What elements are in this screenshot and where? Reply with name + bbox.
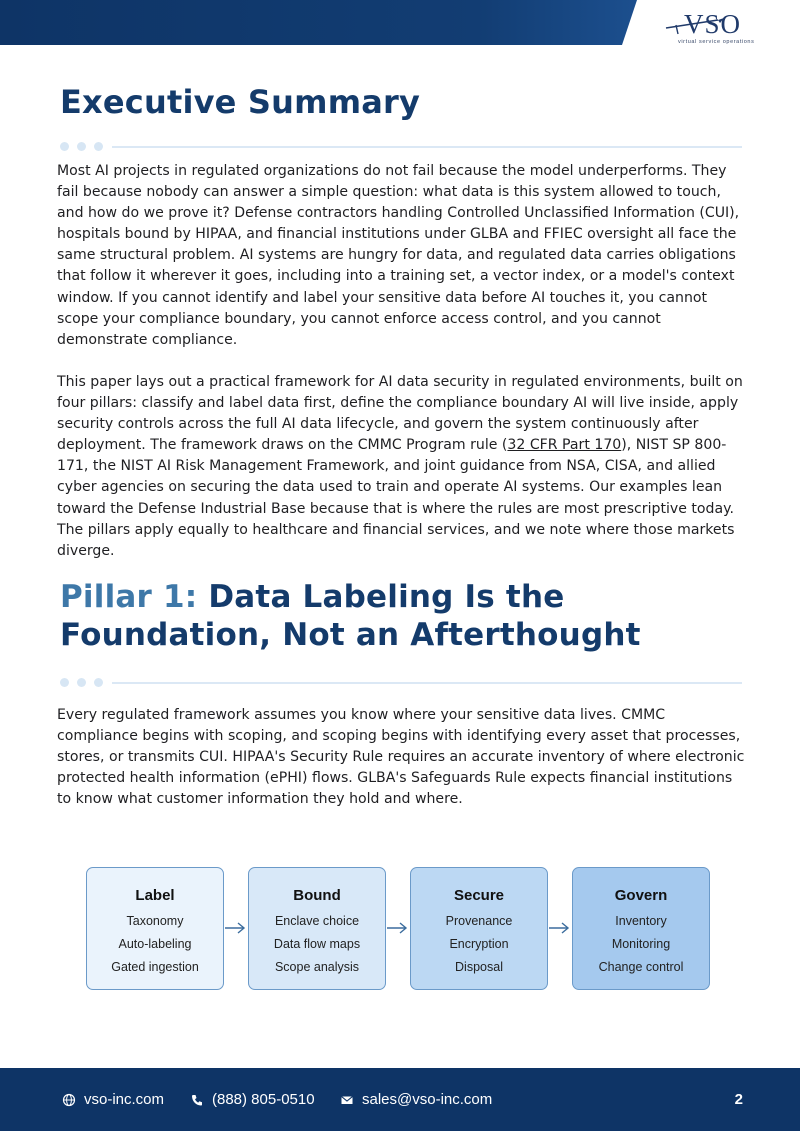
section-divider <box>60 142 742 152</box>
executive-summary-paragraph-1: Most AI projects in regulated organizations do not fail because the model underperforms. They fail because nobody can answer a simple question: what data is this system allowed to touch, and how do we prove it? Defense contractors handling Controlled Unclassified Information (CUI), hospitals bound by HIPAA, and financial institutions under GLBA and FFIEC oversight all face the same structural problem. AI systems are hungry for data, and regulated data carries obligations that follow it wherever it goes, including into a training set, a vector index, or a model's context window. If you cannot identify and label your sensitive data before AI touches it, you cannot scope your compliance boundary, you cannot enforce access control, and you cannot demonstrate compliance. <box>57 163 740 348</box>
card-item: Taxonomy <box>126 914 184 928</box>
right-arrow-icon <box>548 921 570 935</box>
card-item: Disposal <box>455 960 503 974</box>
card-title: Label <box>135 887 175 904</box>
card-item: Inventory <box>615 914 667 928</box>
card-item: Change control <box>598 960 684 974</box>
footer-website-link[interactable]: vso-inc.com <box>84 1091 165 1108</box>
phone-icon <box>190 1093 204 1107</box>
logo-text: VSO <box>684 9 742 39</box>
pillar-title: Data Labeling Is the Foundation, Not an Afterthought <box>60 579 641 653</box>
paragraph-text: ), NIST SP 800-171, the NIST AI Risk Management Framework, and joint guidance from NSA, CISA, and allied cyber agencies on securing the data used to train and operate AI systems. Our examples lean toward the Defense Industrial Base because that is where the rules are most prescriptive today. The pillars apply equally to healthcare and financial services, and we note where those markets diverge. <box>57 437 735 559</box>
executive-summary-paragraph-2 <box>57 372 747 562</box>
pillar-card-bound <box>248 867 386 990</box>
card-item: Monitoring <box>611 937 671 951</box>
logo-subtitle: virtual service operations <box>678 39 755 45</box>
pillar-card-secure <box>410 867 548 990</box>
paragraph-text: This paper lays out a practical framework for AI data security in regulated environments, built on four pillars: classify and label data first, define the compliance boundary AI will live inside, apply security controls across the full AI data lifecycle, and govern the system continuously after deployment. The framework draws on the CMMC Program rule ( <box>57 374 743 454</box>
card-item: Gated ingestion <box>111 960 199 974</box>
pillar-card-label <box>86 867 224 990</box>
pillar-flow-diagram <box>0 860 800 1000</box>
card-title: Secure <box>453 887 505 904</box>
card-item: Data flow maps <box>273 937 361 951</box>
page-footer <box>0 1068 800 1131</box>
card-title: Bound <box>293 887 341 904</box>
footer-email-link[interactable]: sales@vso-inc.com <box>362 1091 493 1108</box>
card-item: Auto-labeling <box>118 937 192 951</box>
right-arrow-icon <box>224 921 246 935</box>
card-item: Encryption <box>449 937 509 951</box>
right-arrow-icon <box>386 921 408 935</box>
pillar-number: Pillar 1: <box>60 579 198 615</box>
footer-phone-link[interactable]: (888) 805-0510 <box>212 1091 315 1108</box>
card-title: Govern <box>614 887 668 904</box>
section-title-executive-summary: Executive Summary <box>60 83 421 121</box>
card-item: Provenance <box>445 914 513 928</box>
section-divider <box>60 678 742 688</box>
pillar-1-paragraph: Every regulated framework assumes you know where your sensitive data lives. CMMC compliance begins with scoping, and scoping begins with identifying every asset that processes, stores, or transmits CUI. HIPAA's Security Rule requires an accurate inventory of where electronic protected health information (ePHI) flows. GLBA's Safeguards Rule expects financial institutions to know what customer information they hold and where. <box>57 707 745 808</box>
cfr-part-170-link[interactable]: 32 CFR Part 170 <box>507 437 622 454</box>
page-number: 2 <box>734 1091 743 1108</box>
section-title-pillar-1 <box>60 578 760 654</box>
globe-icon <box>62 1093 76 1107</box>
card-item: Enclave choice <box>274 914 360 928</box>
card-item: Scope analysis <box>274 960 360 974</box>
pillar-card-govern <box>572 867 710 990</box>
mail-icon <box>340 1093 354 1107</box>
company-logo <box>664 8 760 48</box>
